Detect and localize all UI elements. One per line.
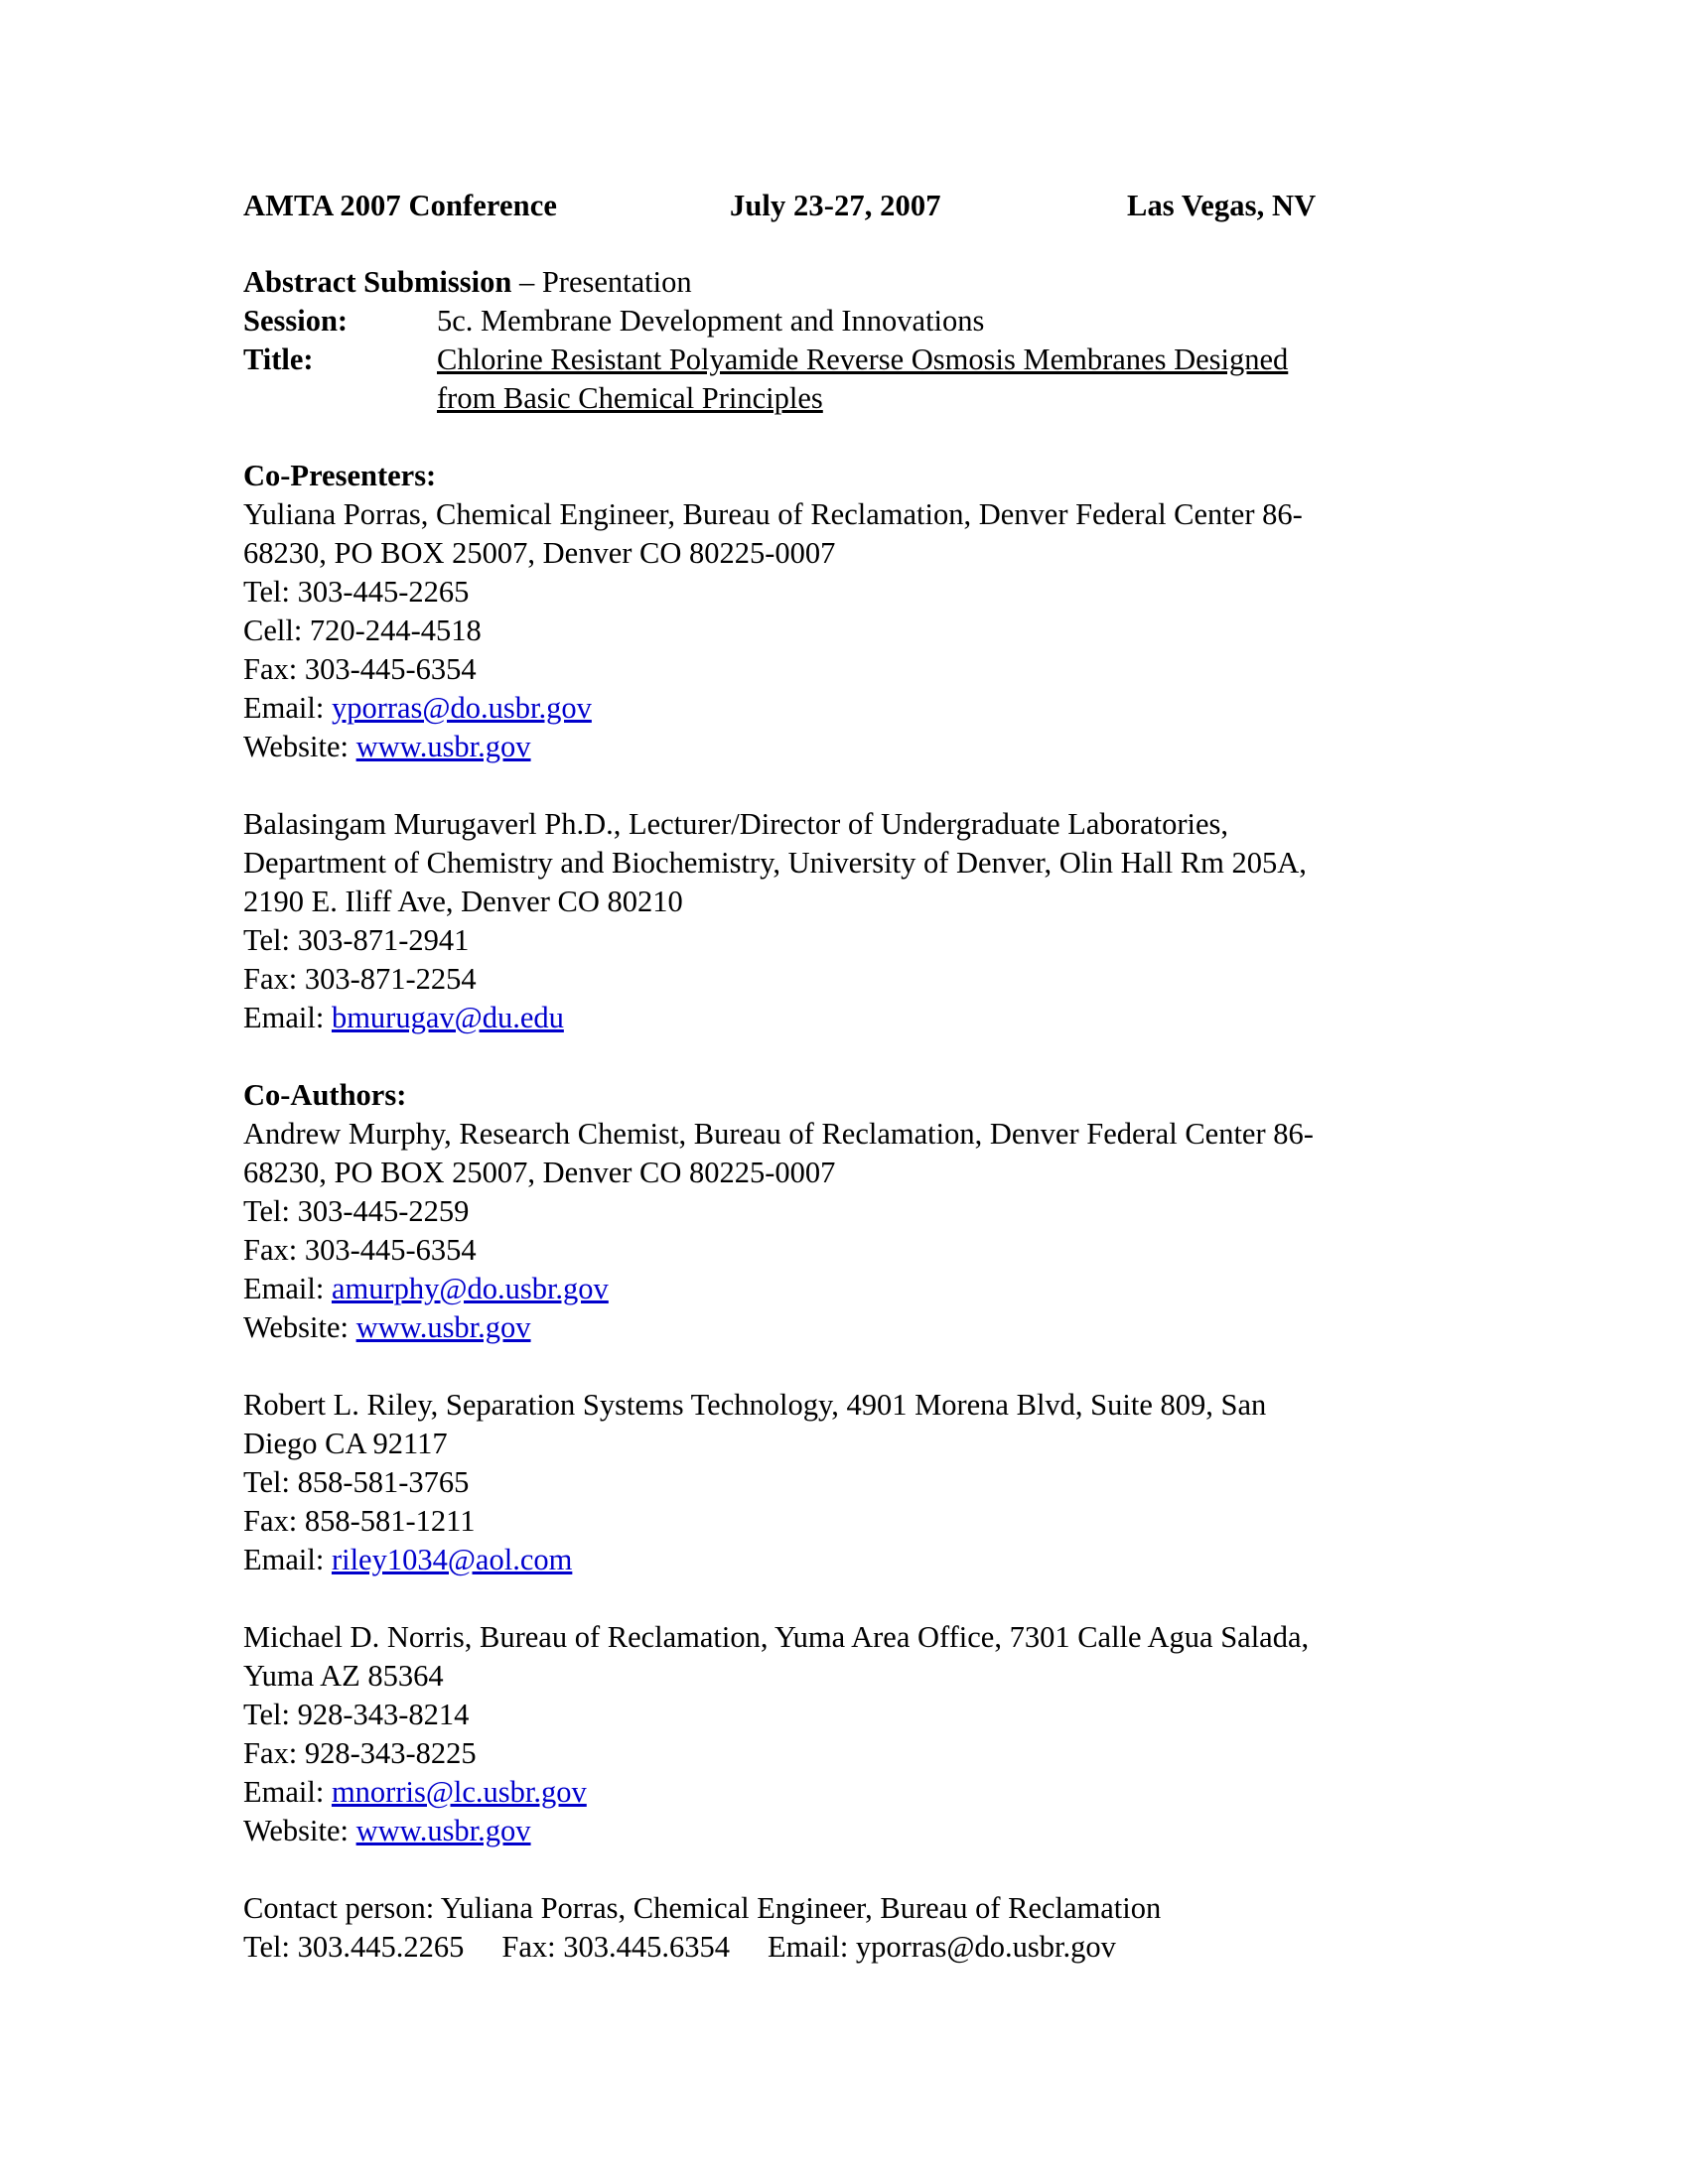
session-label: Session: bbox=[243, 304, 349, 338]
tel-line: Tel: 303-445-2259 bbox=[243, 1194, 470, 1228]
abstract-submission-line bbox=[243, 263, 1425, 302]
conference-location: Las Vegas, NV bbox=[1127, 189, 1317, 222]
email-line bbox=[243, 689, 1425, 728]
contact-details-line bbox=[243, 1928, 1425, 1967]
email-line bbox=[243, 1270, 1425, 1308]
affiliation-line: Andrew Murphy, Research Chemist, Bureau of Reclamation, Denver Federal Center 86- bbox=[243, 1117, 1314, 1151]
title-value-line1: Chlorine Resistant Polyamide Reverse Osmosis Membranes Designed bbox=[437, 342, 1289, 376]
cell-line: Cell: 720-244-4518 bbox=[243, 614, 482, 647]
website-link[interactable]: www.usbr.gov bbox=[355, 1814, 531, 1847]
abstract-submission-label: Abstract Submission bbox=[243, 265, 512, 299]
affiliation-line: Balasingam Murugaverl Ph.D., Lecturer/Director of Undergraduate Laboratories, bbox=[243, 807, 1229, 841]
tel-line: Tel: 928-343-8214 bbox=[243, 1698, 470, 1731]
affiliation-line: Department of Chemistry and Biochemistry, University of Denver, Olin Hall Rm 205A, bbox=[243, 846, 1307, 880]
co-presenter-entry bbox=[243, 495, 1425, 766]
contact-person-line: Contact person: Yuliana Porras, Chemical Engineer, Bureau of Reclamation bbox=[243, 1891, 1162, 1925]
email-line bbox=[243, 999, 1425, 1037]
email-line bbox=[243, 1773, 1425, 1812]
website-line bbox=[243, 728, 1425, 766]
email-link[interactable]: amurphy@do.usbr.gov bbox=[331, 1272, 609, 1305]
contact-block bbox=[243, 1889, 1425, 1967]
tel-line: Tel: 858-581-3765 bbox=[243, 1465, 470, 1499]
fax-line: Fax: 303-871-2254 bbox=[243, 962, 477, 996]
contact-tel: Tel: 303.445.2265 bbox=[243, 1930, 465, 1964]
abstract-submission-type: – Presentation bbox=[511, 265, 692, 299]
website-line bbox=[243, 1812, 1425, 1850]
contact-fax: Fax: 303.445.6354 bbox=[501, 1930, 730, 1964]
affiliation-line: Michael D. Norris, Bureau of Reclamation, Yuma Area Office, 7301 Calle Agua Salada, bbox=[243, 1620, 1310, 1654]
tel-line: Tel: 303-871-2941 bbox=[243, 923, 470, 957]
fax-line: Fax: 303-445-6354 bbox=[243, 652, 477, 686]
website-link[interactable]: www.usbr.gov bbox=[355, 1310, 531, 1344]
email-link[interactable]: yporras@do.usbr.gov bbox=[331, 691, 592, 725]
document-body bbox=[243, 187, 1425, 1967]
affiliation-line: Yuma AZ 85364 bbox=[243, 1659, 444, 1693]
affiliation-line: Yuliana Porras, Chemical Engineer, Bureau of Reclamation, Denver Federal Center 86- bbox=[243, 497, 1303, 531]
title-row bbox=[243, 341, 1425, 379]
title-label: Title: bbox=[243, 342, 314, 376]
website-label: Website: bbox=[243, 730, 356, 763]
website-label: Website: bbox=[243, 1310, 356, 1344]
website-line bbox=[243, 1308, 1425, 1347]
fax-line: Fax: 303-445-6354 bbox=[243, 1233, 477, 1267]
conference-name: AMTA 2007 Conference bbox=[243, 189, 557, 222]
co-author-entry bbox=[243, 1386, 1425, 1579]
title-value-line2: from Basic Chemical Principles bbox=[437, 381, 823, 415]
website-label: Website: bbox=[243, 1814, 356, 1847]
co-author-entry bbox=[243, 1618, 1425, 1850]
conference-date: July 23-27, 2007 bbox=[730, 189, 941, 222]
co-presenter-entry bbox=[243, 805, 1425, 1037]
session-row bbox=[243, 302, 1425, 341]
email-label: Email: bbox=[243, 1543, 332, 1576]
contact-email: Email: yporras@do.usbr.gov bbox=[767, 1930, 1116, 1964]
email-link[interactable]: bmurugav@du.edu bbox=[331, 1001, 564, 1034]
affiliation-line: Robert L. Riley, Separation Systems Technology, 4901 Morena Blvd, Suite 809, San bbox=[243, 1388, 1267, 1422]
email-link[interactable]: mnorris@lc.usbr.gov bbox=[331, 1775, 587, 1809]
co-authors-heading: Co-Authors: bbox=[243, 1078, 407, 1112]
affiliation-line: Diego CA 92117 bbox=[243, 1427, 448, 1460]
affiliation-line: 68230, PO BOX 25007, Denver CO 80225-0007 bbox=[243, 536, 836, 570]
co-presenters-heading: Co-Presenters: bbox=[243, 459, 437, 492]
email-line bbox=[243, 1541, 1425, 1579]
fax-line: Fax: 928-343-8225 bbox=[243, 1736, 477, 1770]
tel-line: Tel: 303-445-2265 bbox=[243, 575, 470, 609]
email-label: Email: bbox=[243, 691, 332, 725]
email-label: Email: bbox=[243, 1775, 332, 1809]
website-link[interactable]: www.usbr.gov bbox=[355, 730, 531, 763]
fax-line: Fax: 858-581-1211 bbox=[243, 1504, 476, 1538]
co-author-entry bbox=[243, 1115, 1425, 1347]
affiliation-line: 2190 E. Iliff Ave, Denver CO 80210 bbox=[243, 885, 683, 918]
email-label: Email: bbox=[243, 1272, 332, 1305]
affiliation-line: 68230, PO BOX 25007, Denver CO 80225-0007 bbox=[243, 1156, 836, 1189]
session-value: 5c. Membrane Development and Innovations bbox=[437, 304, 985, 338]
document-header bbox=[243, 187, 1425, 225]
email-link[interactable]: riley1034@aol.com bbox=[331, 1543, 573, 1576]
email-label: Email: bbox=[243, 1001, 332, 1034]
